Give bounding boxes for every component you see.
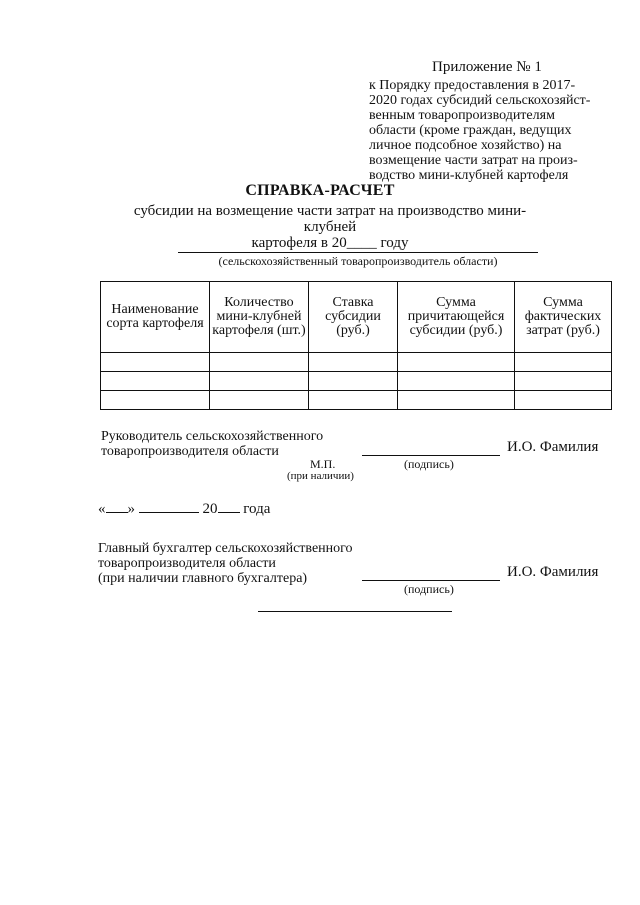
table-cell[interactable] xyxy=(515,391,612,410)
table-cell[interactable] xyxy=(398,353,515,372)
date-month-blank[interactable] xyxy=(139,500,199,513)
table-row xyxy=(101,391,612,410)
accountant-title-line: товаропроизводителя области xyxy=(98,556,276,571)
subtitle-line: картофеля в 20____ году xyxy=(251,235,409,251)
date-open-quote: « xyxy=(98,501,106,517)
annex-line: личное подсобное хозяйство) на xyxy=(369,138,562,153)
table-row xyxy=(101,372,612,391)
head-name: И.О. Фамилия xyxy=(507,439,599,455)
table-cell[interactable] xyxy=(309,391,398,410)
accountant-signature-line[interactable] xyxy=(362,580,500,581)
head-signature-caption: (подпись) xyxy=(404,457,454,471)
accountant-name: И.О. Фамилия xyxy=(507,564,599,580)
table-cell[interactable] xyxy=(398,372,515,391)
annex-line: венным товаропроизводителям xyxy=(369,108,555,123)
date-year-blank[interactable] xyxy=(218,500,240,513)
subtitle-line: субсидии на возмещение части затрат на производство мини-клубней xyxy=(133,203,527,235)
table-cell[interactable] xyxy=(515,353,612,372)
accountant-signature-caption: (подпись) xyxy=(404,582,454,596)
table-cell[interactable] xyxy=(210,353,309,372)
date-line xyxy=(98,500,270,517)
table-cell[interactable] xyxy=(398,391,515,410)
table-cell[interactable] xyxy=(515,372,612,391)
date-year-prefix: 20 xyxy=(202,501,218,517)
table-cell[interactable] xyxy=(210,372,309,391)
table-cell[interactable] xyxy=(101,353,210,372)
stamp-label: М.П. xyxy=(310,457,336,471)
producer-caption: (сельскохозяйственный товаропроизводитель области) xyxy=(218,254,498,268)
table-cell[interactable] xyxy=(101,372,210,391)
date-day-blank[interactable] xyxy=(106,500,128,513)
head-title xyxy=(101,429,323,459)
accountant-title-line: Главный бухгалтер сельскохозяйственного xyxy=(98,541,353,556)
annex-line: 2020 годах субсидий сельскохозяйст- xyxy=(369,93,591,108)
document-subtitle xyxy=(120,203,540,251)
table-cell[interactable] xyxy=(101,391,210,410)
accountant-title xyxy=(98,541,353,586)
column-header-variety: Наименование сорта картофеля xyxy=(101,282,210,353)
annex-text xyxy=(369,78,609,183)
closing-divider xyxy=(258,611,452,612)
document-title: СПРАВКА-РАСЧЕТ xyxy=(245,182,395,199)
date-close-quote: » xyxy=(127,501,135,517)
annex-line: возмещение части затрат на произ- xyxy=(369,153,578,168)
annex-title: Приложение № 1 xyxy=(432,59,542,75)
table-cell[interactable] xyxy=(309,353,398,372)
annex-line: водство мини-клубней картофеля xyxy=(369,168,569,183)
table-header-row xyxy=(101,282,612,353)
column-header-actual-costs: Сумма фактических затрат (руб.) xyxy=(515,282,612,353)
date-suffix: года xyxy=(243,501,271,517)
calculation-table xyxy=(100,281,612,410)
producer-fill-line xyxy=(178,252,538,253)
annex-line: области (кроме граждан, ведущих xyxy=(369,123,572,138)
table-row xyxy=(101,353,612,372)
accountant-title-line: (при наличии главного бухгалтера) xyxy=(98,571,308,586)
table-cell[interactable] xyxy=(210,391,309,410)
column-header-quantity: Количество мини-клубней картофеля (шт.) xyxy=(210,282,309,353)
annex-line: к Порядку предоставления в 2017- xyxy=(369,78,576,93)
stamp-note: (при наличии) xyxy=(287,470,354,482)
head-title-line: товаропроизводителя области xyxy=(101,444,279,459)
head-signature-line[interactable] xyxy=(362,455,500,456)
head-title-line: Руководитель сельскохозяйственного xyxy=(101,429,324,444)
table-cell[interactable] xyxy=(309,372,398,391)
column-header-subsidy-amount: Сумма причитающейся субсидии (руб.) xyxy=(398,282,515,353)
column-header-rate: Ставка субсидии (руб.) xyxy=(309,282,398,353)
